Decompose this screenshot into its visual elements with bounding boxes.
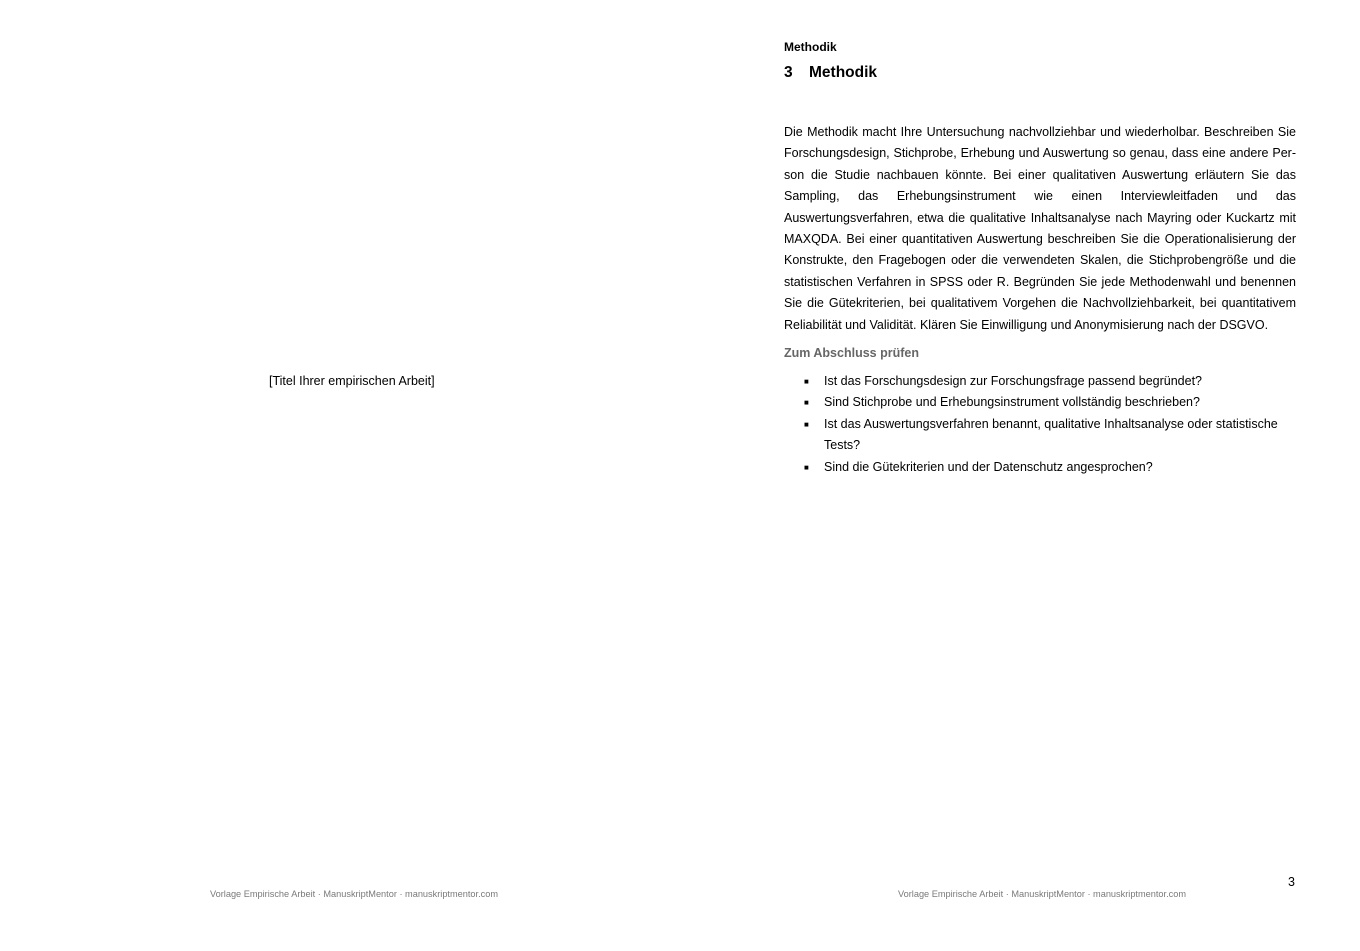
checklist-item-text: Sind die Gütekriterien und der Datenschutz angesprochen? (824, 459, 1153, 474)
square-bullet-icon: ■ (804, 419, 809, 429)
chapter-number: 3 (784, 64, 793, 81)
checklist-item-text: Sind Stichprobe und Erhebungsinstrument vollständig beschrieben? (824, 395, 1200, 410)
checklist-item-text: Ist das Forschungsdesign zur Forschungsfrage passend begründet? (824, 374, 1203, 388)
page-footer: Vorlage Empirische Arbeit · ManuskriptMentor · manuskriptmentor.com (898, 889, 1186, 899)
checklist-item (784, 371, 1296, 392)
square-bullet-icon: ■ (804, 398, 809, 408)
page-footer: Vorlage Empirische Arbeit · ManuskriptMentor · manuskriptmentor.com (210, 889, 498, 899)
title-placeholder: [Titel Ihrer empirischen Arbeit] (269, 374, 435, 388)
checklist (784, 371, 1296, 478)
right-page (680, 0, 1360, 951)
checklist-item (784, 457, 1296, 478)
checklist-item (784, 414, 1296, 457)
checklist-item (784, 392, 1296, 413)
page-number: 3 (1288, 875, 1295, 889)
chapter-heading (784, 63, 877, 83)
checklist-heading: Zum Abschluss prüfen (784, 346, 919, 360)
square-bullet-icon: ■ (804, 462, 809, 472)
square-bullet-icon: ■ (804, 377, 809, 386)
body-paragraph: Die Methodik macht Ihre Untersuchung nachvollziehbar und wiederholbar. Beschreiben Sie Forschungsdesign, Stichprobe, Erhebung und Auswertung so genau, dass eine andere Person die Studie nachbauen könnte. Bei einer qualitativen Auswertung erläutern Sie das Sampling, das Erhebungsinstrument wie einen Interviewleitfaden und das Auswertungsverfahren, etwa die qualitative Inhaltsanalyse nach Mayring oder Kuckartz mit MAXQDA. Bei einer quantitativen Auswertung beschreiben Sie die Operationalisierung der Konstrukte, den Fragebogen oder die verwendeten Skalen, die Stichprobengröße und die statistischen Verfahren in SPSS oder R. Begründen Sie jede Methodenwahl und benennen Sie die Gütekriterien, bei qualitativem Vorgehen die Nachvollziehbarkeit, bei quantitativem Reliabilität und Validität. Klären Sie Einwilligung und Anonymisierung nach der DSGVO. (784, 125, 1296, 332)
running-head: Methodik (784, 40, 837, 54)
checklist-item-text: Ist das Auswertungsverfahren benannt, qualitative Inhaltsanalyse oder statistische Tests? (824, 416, 1278, 453)
chapter-title: Methodik (809, 64, 878, 81)
